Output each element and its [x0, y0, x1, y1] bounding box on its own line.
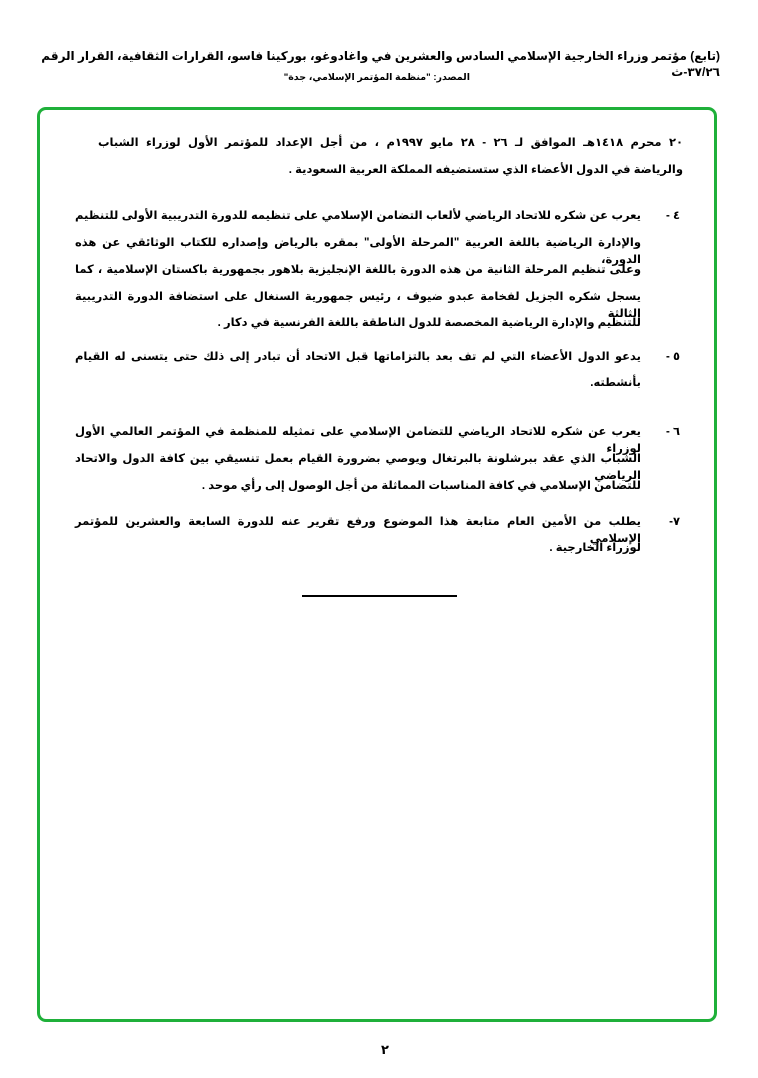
page-number: ٢: [381, 1042, 389, 1057]
item-line: يطلب من الأمين العام متابعة هذا الموضوع ورفع تقرير عنه للدورة السابعة والعشرين للمؤتمر الإسلامي: [75, 516, 641, 545]
item-line: للتنظيم والإدارة الرياضية المخصصة للدول الناطقة باللغة الفرنسية في دكار .: [217, 317, 641, 329]
item-line: يعرب عن شكره للاتحاد الرياضي للتضامن الإسلامي على تمثيله للمنظمة في المؤتمر العالمي الأول لوزراء: [75, 426, 641, 455]
intro-line: والرياضة في الدول الأعضاء الذي ستستضيفه المملكة العربية السعودية .: [288, 164, 683, 176]
item-number: ٥ -: [665, 351, 680, 363]
item-number: ٧-: [669, 516, 680, 528]
item-line: الشباب الذي عقد ببرشلونة بالبرتغال ويوصي بضرورة القيام بعمل تنسيقي بين كافة الدول والاتحاد الرياضي: [75, 453, 641, 482]
document-source: المصدر: "منظمة المؤتمر الإسلامي، جدة": [283, 72, 470, 83]
end-rule: [302, 595, 457, 597]
item-line: بأنشطته.: [590, 377, 641, 389]
intro-line: ٢٠ محرم ١٤١٨هـ الموافق لـ ٢٦ - ٢٨ مايو ١٩٩٧م ، من أجل الإعداد للمؤتمر الأول لوزراء الشباب: [98, 137, 683, 149]
item-line: لوزراء الخارجية .: [549, 542, 641, 554]
item-line: والإدارة الرياضية باللغة العربية "المرحلة الأولى" بمقره بالرياض وإصداره للكتاب الوثائقي عن هذه الدورة،: [75, 237, 641, 266]
document-title: (تابع) مؤتمر وزراء الخارجية الإسلامي السادس والعشرين في واغادوغو، بوركينا فاسو، القرارات الثقافية، القرار الرقم ٣٧/٢٦-ث: [41, 49, 720, 79]
item-line: وعلى تنظيم المرحلة الثانية من هذه الدورة باللغة الإنجليزية بلاهور بجمهورية باكستان الإسلامية ، كما: [75, 264, 641, 276]
item-line: يسجل شكره الجزيل لفخامة عبدو ضيوف ، رئيس جمهورية السنغال على استضافة الدورة التدريبية الثالثة: [75, 291, 641, 320]
item-line: يدعو الدول الأعضاء التي لم تف بعد بالتزاماتها قبل الاتحاد أن تبادر إلى ذلك حتى يتسنى له القيام: [75, 351, 641, 363]
item-number: ٤ -: [665, 210, 680, 222]
item-line: للتضامن الإسلامي في كافة المناسبات المماثلة من أجل الوصول إلى رأي موحد .: [201, 480, 641, 492]
item-number: ٦ -: [665, 426, 680, 438]
item-line: يعرب عن شكره للاتحاد الرياضي لألعاب التضامن الإسلامي على تنظيمه للدورة التدريبية الأولى للتنظيم: [75, 210, 641, 222]
